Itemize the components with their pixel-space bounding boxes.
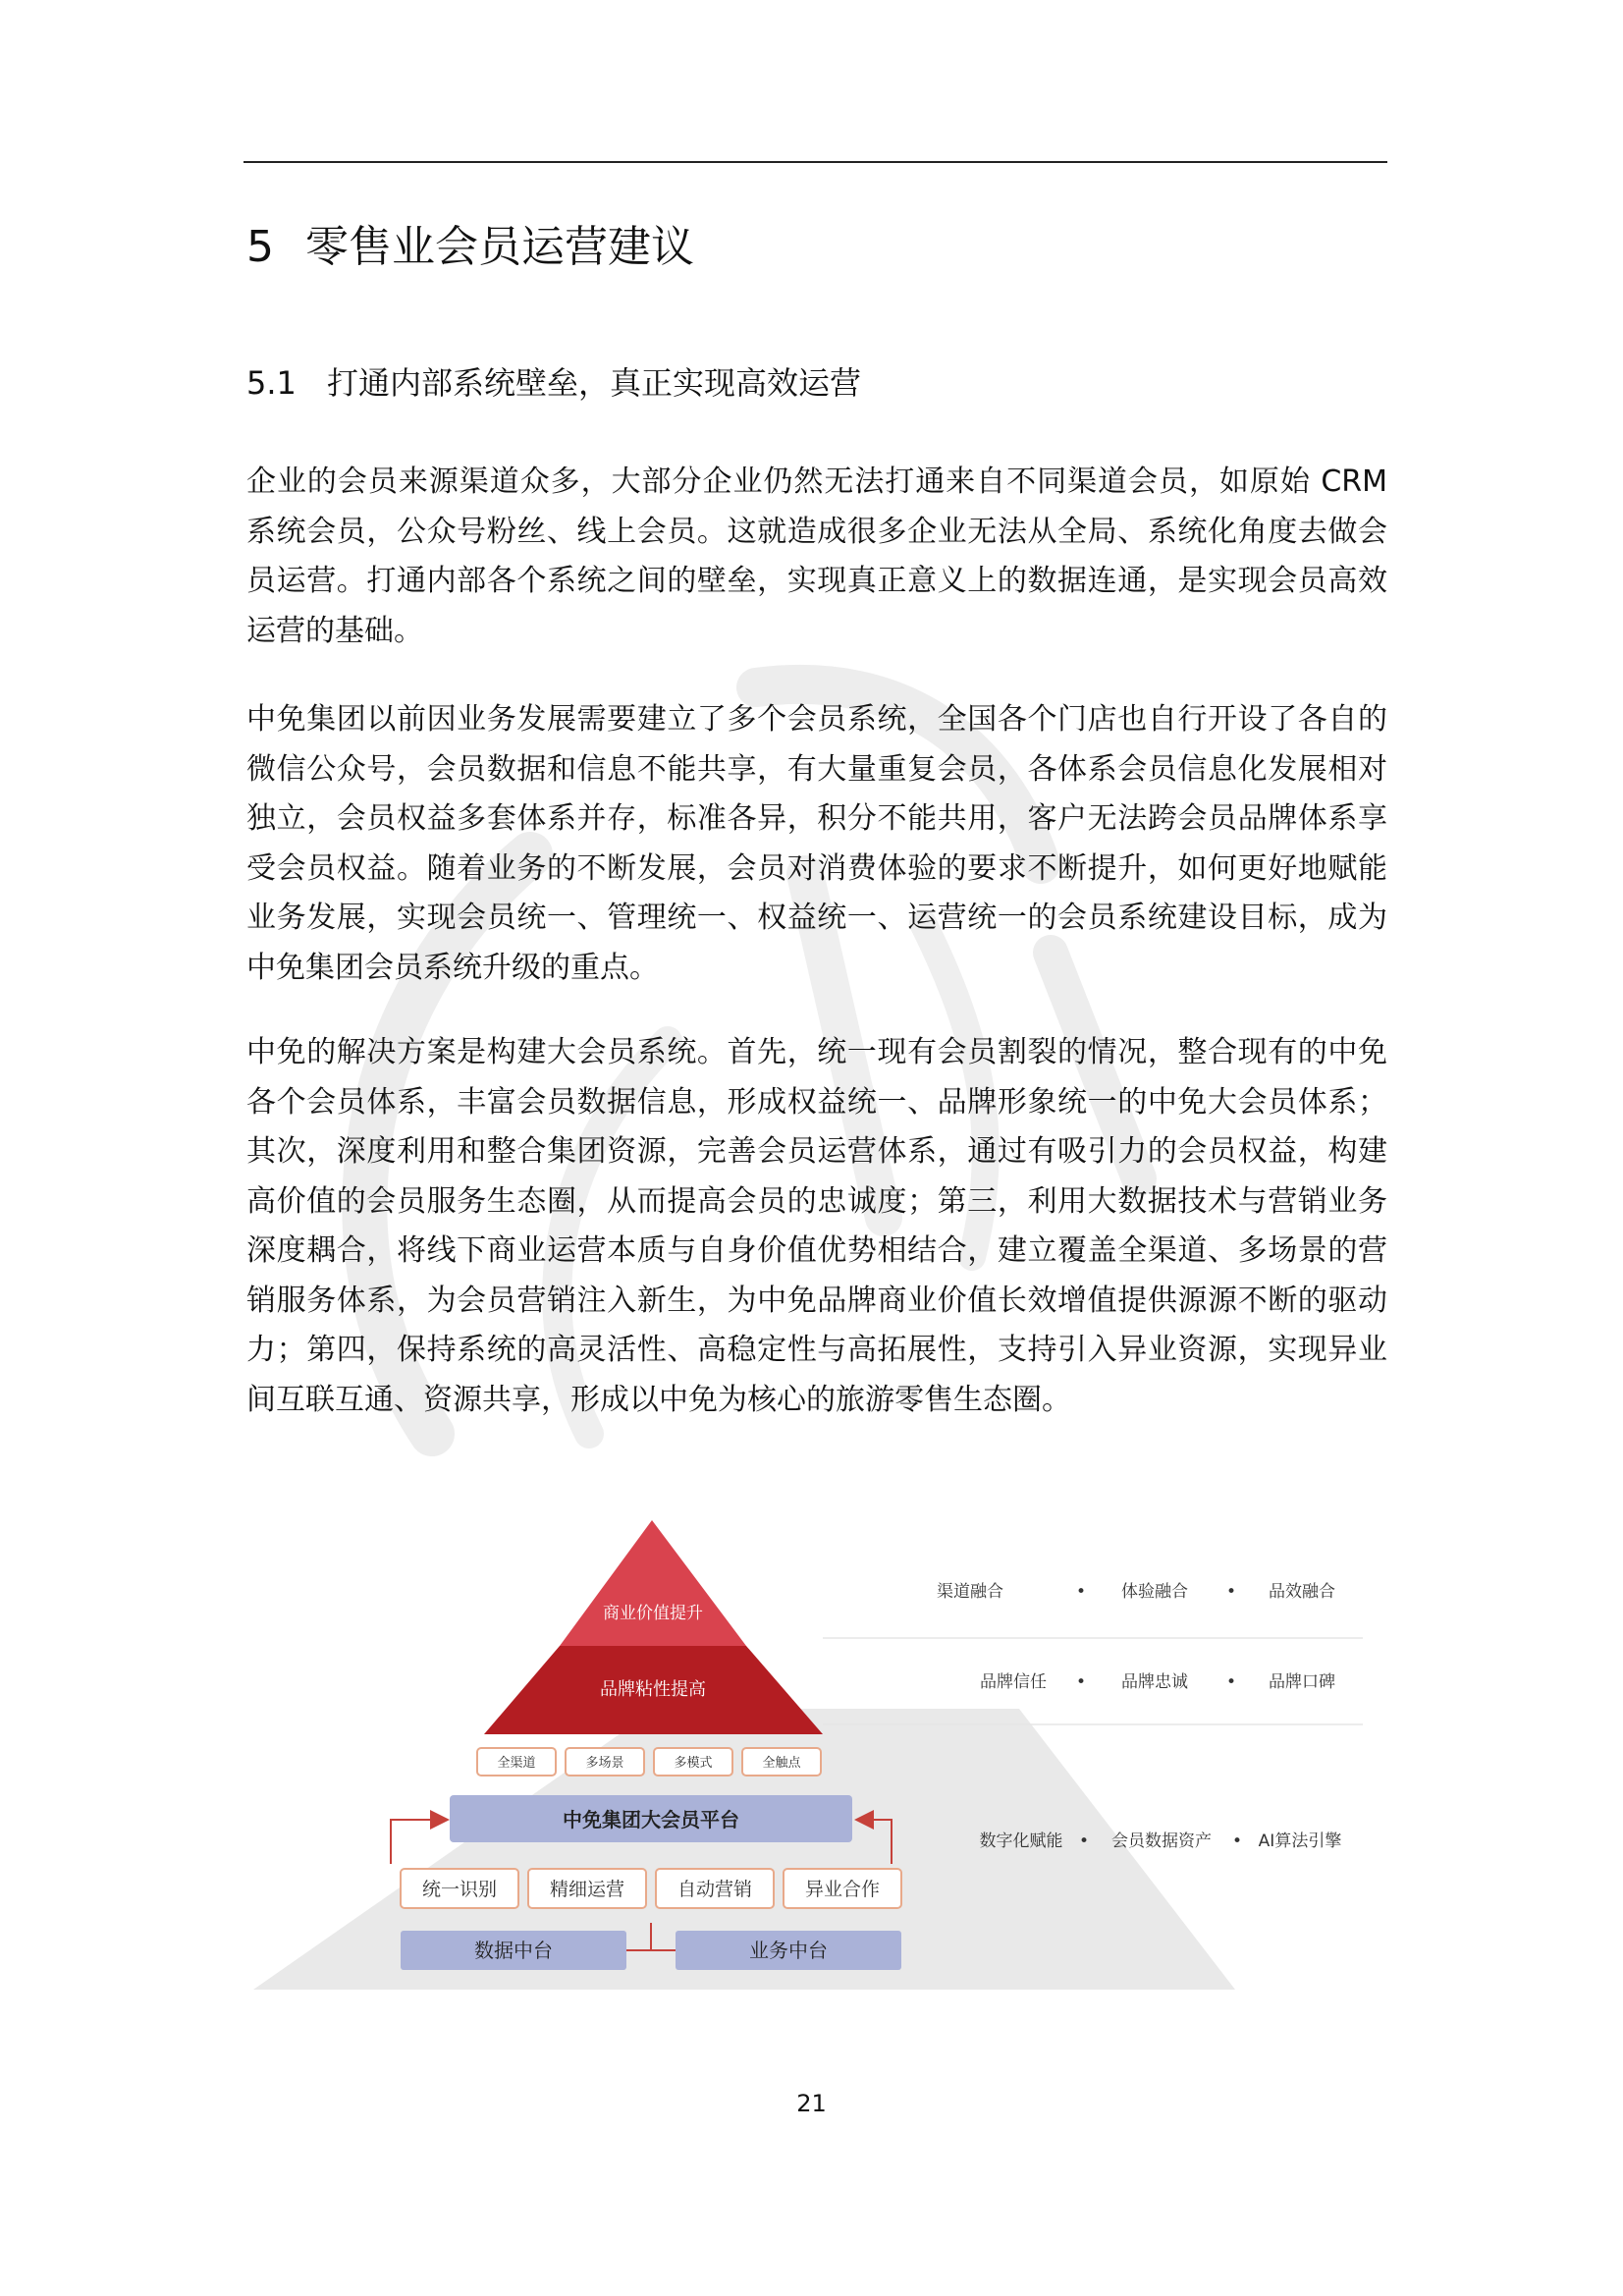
page-number: 21 bbox=[796, 2090, 827, 2117]
right-row-1 bbox=[937, 1582, 1335, 1602]
svg-text:体验融合: 体验融合 bbox=[1121, 1582, 1188, 1602]
data-platform-label: 数据中台 bbox=[474, 1939, 553, 1962]
svg-text:•: • bbox=[1225, 1672, 1237, 1692]
paragraph-2: 中免集团以前因业务发展需要建立了多个会员系统，全国各个门店也自行开设了各自的微信公众号，会员数据和信息不能共享，有大量重复会员，各体系会员信息化发展相对独立，会员权益多套体系并存，标准各异，积分不能共用，客户无法跨会员品牌体系享受会员权益。随着业务的不断发展，会员对消费体验的要求不断提升，如何更好地赋能业务发展，实现会员统一、管理统一、权益统一、运营统一的会员系统建设目标，成为中免集团会员系统升级的重点。 bbox=[246, 702, 1387, 985]
capability-2: 精细运营 bbox=[549, 1879, 625, 1900]
business-platform-label: 业务中台 bbox=[749, 1939, 828, 1962]
right-row-2 bbox=[980, 1672, 1335, 1692]
platform-label: 中免集团大会员平台 bbox=[563, 1808, 739, 1831]
chapter-heading bbox=[246, 218, 694, 277]
section-title-text: 打通内部系统壁垒，真正实现高效运营 bbox=[327, 364, 862, 402]
capability-1: 统一识别 bbox=[421, 1879, 498, 1900]
header-rule bbox=[243, 161, 1387, 163]
chapter-title-text: 零售业会员运营建议 bbox=[305, 222, 694, 272]
pyramid-top-tier bbox=[560, 1520, 746, 1646]
tier-top-label: 商业价值提升 bbox=[603, 1604, 703, 1623]
channel-chip-3: 多模式 bbox=[674, 1756, 713, 1771]
svg-text:•: • bbox=[1078, 1831, 1090, 1851]
paragraph-1: 企业的会员来源渠道众多，大部分企业仍然无法打通来自不同渠道会员，如原始 CRM 系统会员，公众号粉丝、线上会员。这就造成很多企业无法从全局、系统化角度去做会员运营。打通内部各个系统之间的壁垒，实现真正意义上的数据连通，是实现会员高效运营的基础。 bbox=[246, 465, 1387, 648]
svg-text:品牌信任: 品牌信任 bbox=[980, 1672, 1047, 1692]
chapter-number: 5 bbox=[246, 222, 274, 272]
section-heading bbox=[246, 361, 861, 405]
channel-chip-1: 全渠道 bbox=[497, 1756, 536, 1771]
right-row-3 bbox=[980, 1831, 1342, 1851]
svg-text:AI算法引擎: AI算法引擎 bbox=[1258, 1831, 1342, 1851]
section-number: 5.1 bbox=[246, 364, 297, 402]
paragraph-3: 中免的解决方案是构建大会员系统。首先，统一现有会员割裂的情况，整合现有的中免各个会员体系，丰富会员数据信息，形成权益统一、品牌形象统一的中免大会员体系；其次，深度利用和整合集团资源，完善会员运营体系，通过有吸引力的会员权益，构建高价值的会员服务生态圈，从而提高会员的忠诚度；第三，利用大数据技术与营销业务深度耦合，将线下商业运营本质与自身价值优势相结合，建立覆盖全渠道、多场景的营销服务体系，为会员营销注入新生，为中免品牌商业价值长效增值提供源源不断的驱动力；第四，保持系统的高灵活性、高稳定性与高拓展性，支持引入异业资源，实现异业间互联互通、资源共享，形成以中免为核心的旅游零售生态圈。 bbox=[246, 1035, 1387, 1417]
svg-text:品牌忠诚: 品牌忠诚 bbox=[1121, 1672, 1188, 1692]
channel-chip-4: 全触点 bbox=[762, 1756, 801, 1771]
svg-text:品牌口碑: 品牌口碑 bbox=[1269, 1672, 1335, 1692]
capability-4: 异业合作 bbox=[804, 1879, 881, 1900]
membership-pyramid-figure bbox=[243, 1461, 1387, 2011]
svg-text:会员数据资产: 会员数据资产 bbox=[1111, 1831, 1212, 1851]
svg-text:数字化赋能: 数字化赋能 bbox=[979, 1831, 1063, 1851]
svg-text:•: • bbox=[1231, 1831, 1243, 1851]
channel-chip-2: 多场景 bbox=[585, 1756, 624, 1771]
capability-3: 自动营销 bbox=[676, 1879, 753, 1900]
svg-text:品效融合: 品效融合 bbox=[1269, 1582, 1335, 1602]
tier-middle-label: 品牌粘性提高 bbox=[600, 1679, 706, 1700]
svg-text:•: • bbox=[1075, 1582, 1087, 1602]
svg-text:•: • bbox=[1075, 1672, 1087, 1692]
svg-text:渠道融合: 渠道融合 bbox=[937, 1582, 1003, 1602]
left-arrow bbox=[391, 1820, 440, 1864]
svg-text:•: • bbox=[1225, 1582, 1237, 1602]
